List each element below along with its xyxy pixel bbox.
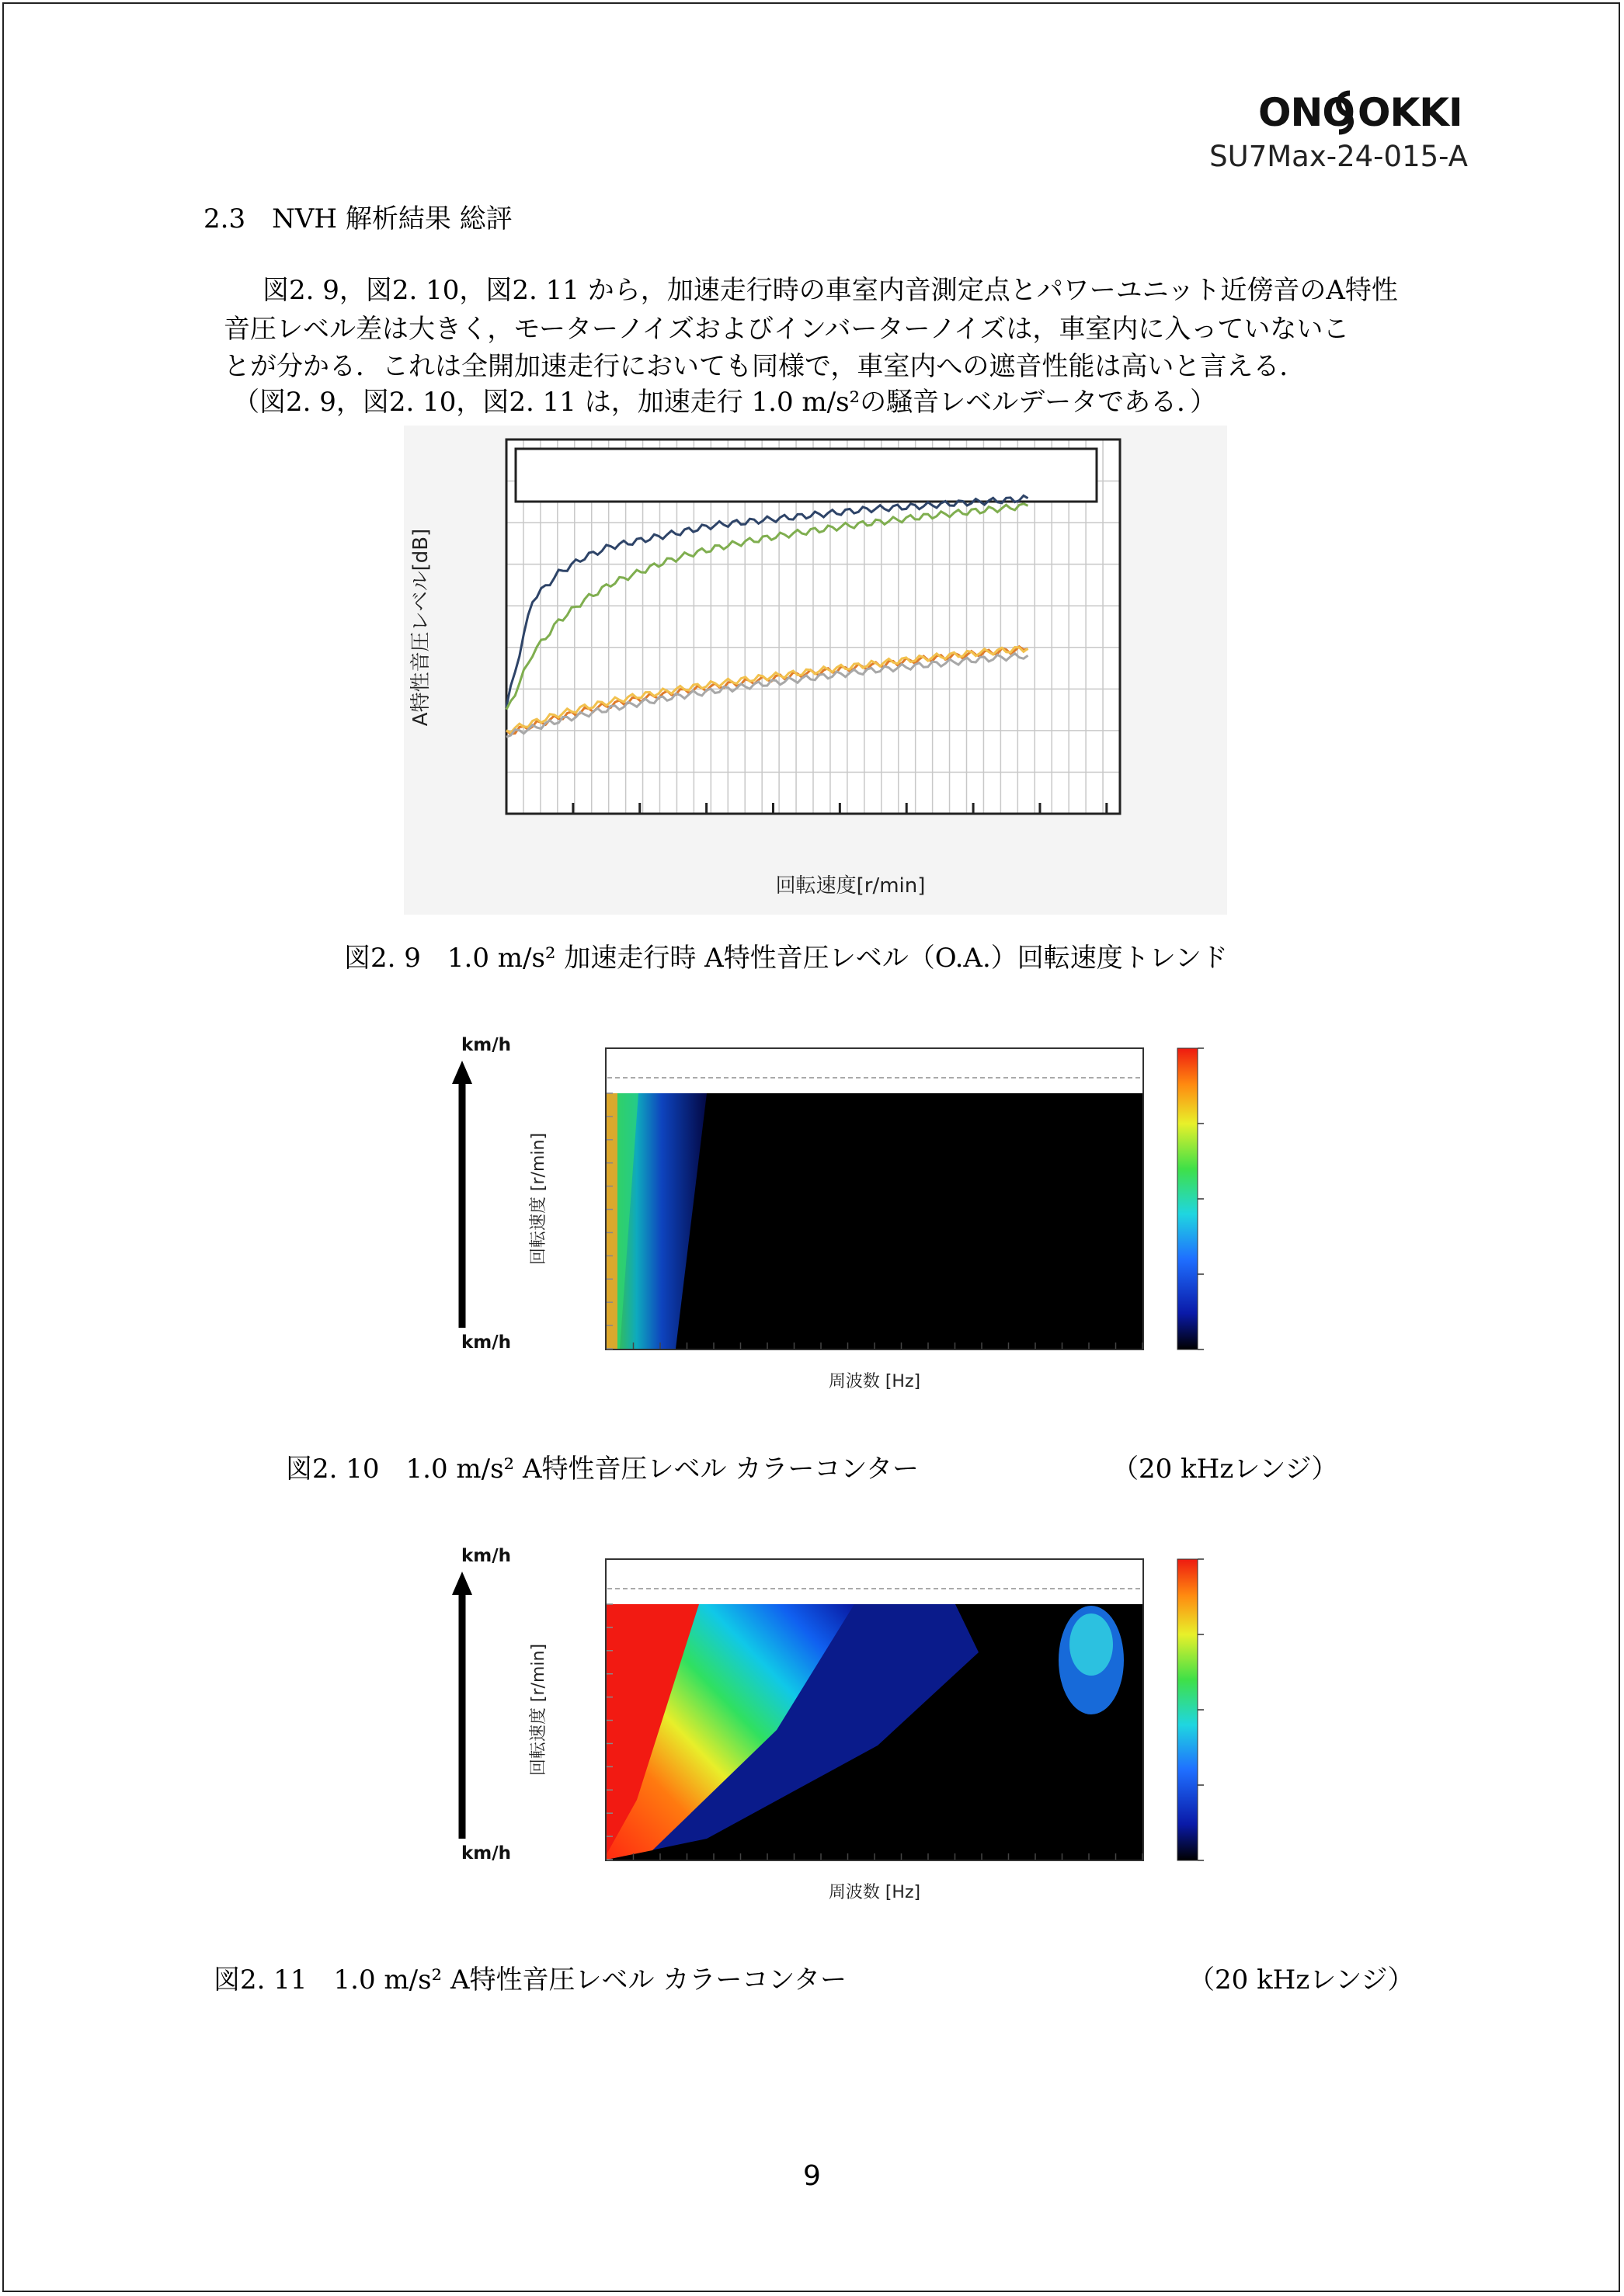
body-line-3: とが分かる．これは全開加速走行においても同様で，車室内への遮音性能は高いと言える． bbox=[224, 351, 1306, 382]
speed-arrow-top-label: km/h bbox=[461, 1035, 512, 1055]
figure-2-9-line-chart bbox=[404, 426, 1227, 915]
figure-2-11-range-note: （20 kHzレンジ） bbox=[1188, 1964, 1414, 1996]
y-axis-label: A特性音圧レベル[dB] bbox=[409, 528, 433, 727]
page-number: 9 bbox=[803, 2160, 821, 2192]
figure-2-11-caption: 図2. 11 1.0 m/s² A特性音圧レベル カラーコンター bbox=[214, 1964, 847, 1996]
y-axis-label: 回転速度 [r/min] bbox=[529, 1132, 548, 1266]
x-axis-label: 周波数 [Hz] bbox=[828, 1372, 921, 1391]
svg-text:ONO: ONO bbox=[1258, 90, 1354, 135]
color-scale-bar bbox=[1177, 1559, 1198, 1860]
svg-text:OKKI: OKKI bbox=[1358, 90, 1462, 135]
figure-2-11-color-contour bbox=[443, 1544, 1219, 1909]
logo-mark bbox=[1258, 87, 1468, 135]
document-id: SU7Max-24-015-A bbox=[1209, 140, 1468, 173]
figure-2-9-caption: 図2. 9 1.0 m/s² 加速走行時 A特性音圧レベル（O.A.）回転速度トレンド bbox=[344, 943, 1228, 974]
company-logo bbox=[1258, 87, 1468, 135]
x-axis-label: 回転速度[r/min] bbox=[775, 874, 926, 898]
figure-2-10-range-note: （20 kHzレンジ） bbox=[1112, 1454, 1338, 1485]
body-line-4: （図2. 9，図2. 10，図2. 11 は，加速走行 1.0 m/s²の騒音レベルデータである．） bbox=[233, 387, 1217, 418]
y-axis-label: 回転速度 [r/min] bbox=[529, 1643, 548, 1777]
contour-island-core bbox=[1069, 1613, 1113, 1676]
body-line-2: 音圧レベル差は大きく，モーターノイズおよびインバーターノイズは，車室内に入っていないこ bbox=[224, 314, 1350, 345]
body-line-1: 図2. 9，図2. 10，図2. 11 から，加速走行時の車室内音測定点とパワーユニット近傍音のA特性 bbox=[263, 275, 1398, 306]
figure-2-10-caption: 図2. 10 1.0 m/s² A特性音圧レベル カラーコンター bbox=[286, 1454, 919, 1485]
speed-arrow-bottom-label: km/h bbox=[461, 1332, 512, 1353]
speed-arrow-head bbox=[452, 1061, 472, 1084]
contour-edge-band bbox=[607, 1093, 617, 1349]
x-axis-label: 周波数 [Hz] bbox=[828, 1883, 921, 1902]
speed-arrow-top-label: km/h bbox=[461, 1546, 512, 1566]
figure-2-10-color-contour bbox=[443, 1033, 1219, 1398]
legend-box bbox=[516, 449, 1097, 502]
section-title: 2.3 NVH 解析結果 総評 bbox=[203, 203, 513, 234]
color-scale-bar bbox=[1177, 1048, 1198, 1349]
speed-arrow-head bbox=[452, 1572, 472, 1595]
speed-arrow-bottom-label: km/h bbox=[461, 1843, 512, 1864]
